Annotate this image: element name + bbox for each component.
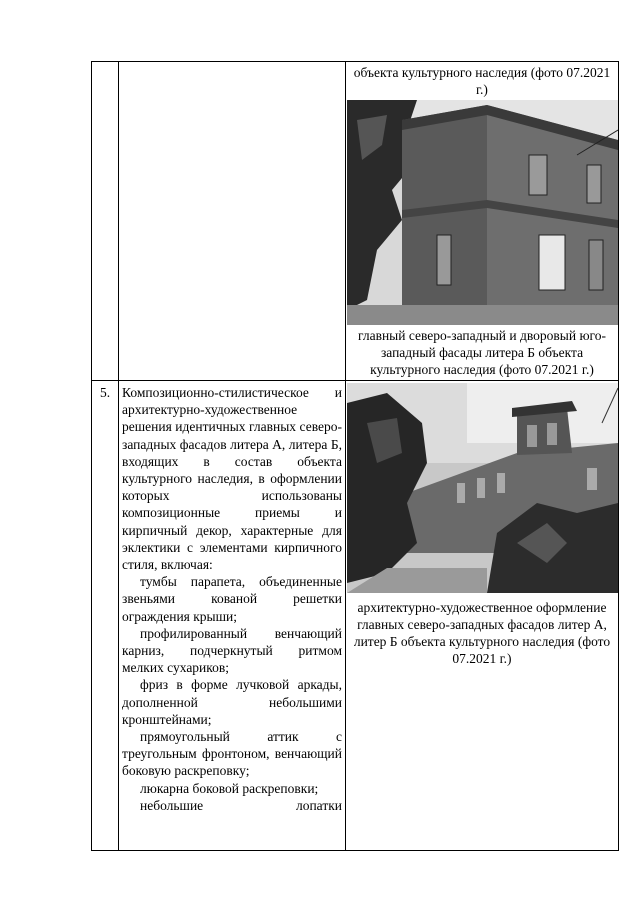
number-cell [92, 62, 119, 381]
description-text [119, 381, 345, 814]
row-number: 5. [92, 381, 119, 851]
photo-caption-top: объекта культурного наследия (фото 07.2021 г.) [353, 65, 611, 97]
photo-cell [346, 62, 619, 381]
photo-caption: архитектурно-художественное оформление главных северо-западных фасадов литер А, литер Б объекта культурного наследия (фото 07.2021 г.) [353, 600, 611, 666]
description-cell [119, 62, 346, 381]
table-row [92, 62, 619, 381]
table-row [92, 381, 619, 851]
description-item: небольшие лопатки [140, 797, 342, 813]
description-item: фриз в форме лучковой аркады, дополненной небольшими кронштейнами; [122, 677, 342, 727]
photo-cell [346, 381, 619, 851]
description-item: люкарна боковой раскреповки; [140, 780, 319, 796]
photo-litera-a-b-facades [347, 383, 618, 593]
description-intro: Композиционно-стилистическое и архитектурно-художественное решения идентичных главных северо-западных фасадов литера А, литера Б, входящих в состав объекта культурного наследия, в оформлении которых использованы композиционные приемы и кирпичный декор, характерные для эклектики с элементами кирпичного стиля, включая: [122, 385, 342, 573]
description-item: тумбы парапета, объединенные звеньями кованой решетки ограждения крыши; [122, 574, 342, 624]
description-item: прямоугольный аттик с треугольным фронтоном, венчающий боковую раскреповку; [122, 729, 342, 779]
description-item: профилированный венчающий карниз, подчеркнутый ритмом мелких сухариков; [122, 625, 342, 676]
photo-caption-bottom: главный северо-западный и дворовый юго-западный фасады литера Б объекта культурного наследия (фото 07.2021 г.) [358, 328, 606, 377]
photo-litera-b-facade [347, 100, 618, 325]
description-cell [119, 381, 346, 851]
heritage-table [91, 61, 619, 851]
